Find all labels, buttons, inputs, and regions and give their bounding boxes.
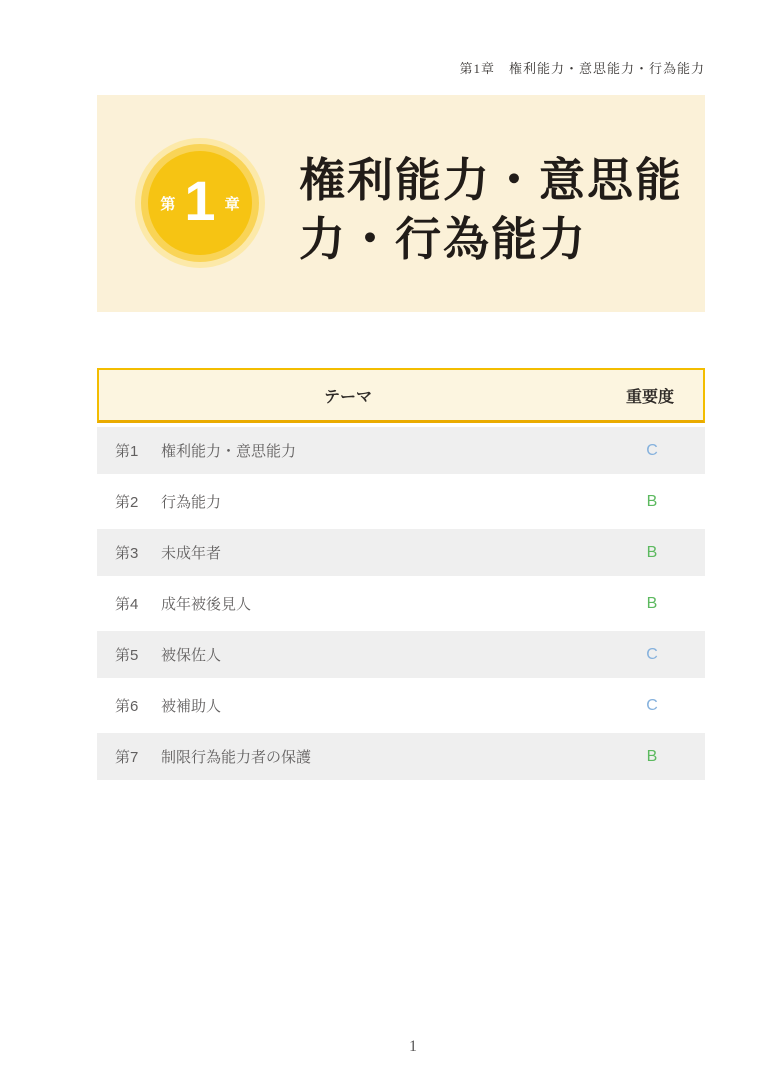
chapter-badge [148, 151, 252, 255]
row-grade: B [646, 594, 658, 612]
row-number: 第6 [115, 698, 139, 715]
table-row [97, 682, 705, 729]
row-title: 被補助人 [161, 698, 222, 715]
row-title: 被保佐人 [161, 647, 222, 664]
chapter-banner [97, 95, 705, 312]
chapter-title [299, 151, 683, 269]
theme-table-header [97, 368, 705, 423]
chapter-title-line1: 権利能力・意思能 [299, 154, 683, 206]
row-grade: B [646, 747, 658, 765]
table-row [97, 427, 705, 474]
page-number: 1 [409, 1038, 417, 1055]
row-number: 第3 [115, 545, 139, 562]
badge-suffix: 章 [224, 195, 240, 213]
table-row [97, 529, 705, 576]
row-number: 第5 [115, 647, 139, 664]
row-grade: B [646, 543, 658, 561]
row-title: 未成年者 [161, 545, 222, 562]
table-row [97, 631, 705, 678]
table-row [97, 580, 705, 627]
row-title: 成年被後見人 [161, 596, 252, 613]
badge-number: 1 [184, 169, 216, 232]
row-number: 第2 [115, 494, 139, 511]
badge-prefix: 第 [160, 195, 176, 213]
row-grade: B [646, 492, 658, 510]
row-title: 制限行為能力者の保護 [161, 749, 312, 766]
table-row [97, 733, 705, 780]
table-row [97, 478, 705, 525]
row-grade: C [646, 441, 658, 459]
row-grade: C [646, 696, 658, 714]
header-theme-label: テーマ [323, 388, 372, 406]
chapter-title-line2: 力・行為能力 [299, 213, 587, 265]
row-title: 行為能力 [161, 494, 222, 511]
header-importance-label: 重要度 [625, 388, 674, 406]
row-number: 第7 [115, 749, 139, 766]
row-number: 第1 [115, 443, 139, 460]
row-number: 第4 [115, 596, 139, 613]
row-grade: C [646, 645, 658, 663]
theme-table-rows [97, 423, 705, 780]
row-title: 権利能力・意思能力 [161, 443, 297, 460]
running-head: 第1章 権利能力・意思能力・行為能力 [459, 61, 705, 76]
